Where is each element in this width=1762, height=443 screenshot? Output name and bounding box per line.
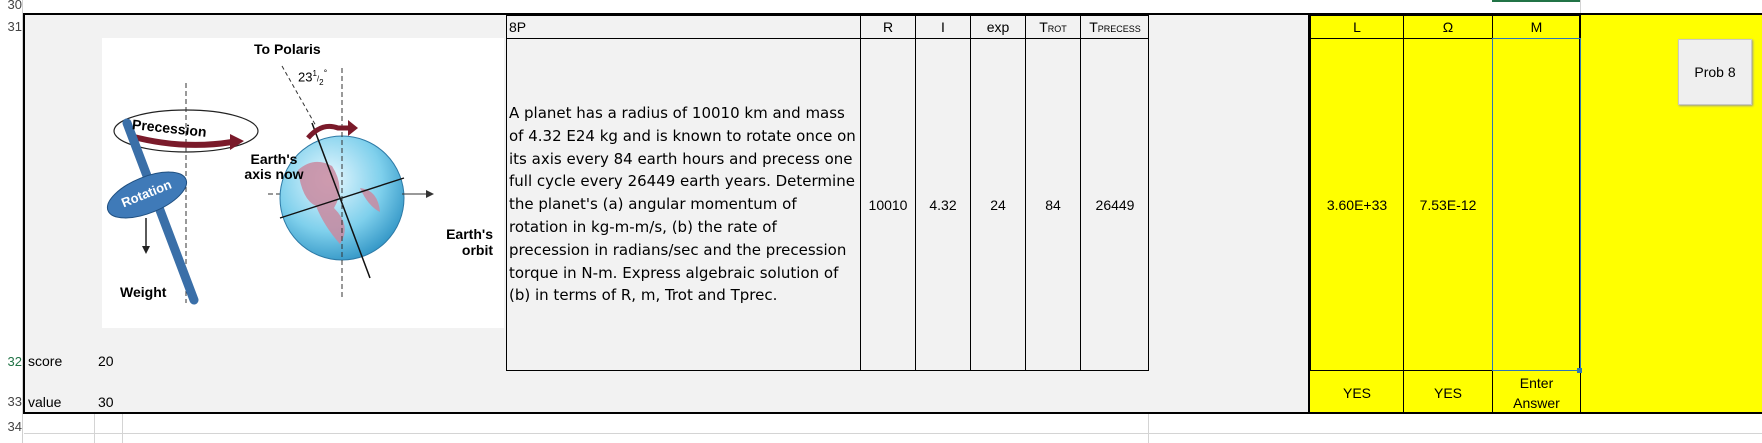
header-divider [506,38,1149,39]
gridline [94,413,95,443]
header-trot: TROT [1039,19,1067,35]
row-34-area [24,415,1762,443]
orbit-arrowhead [426,190,434,198]
col-divider [1403,15,1404,413]
precession-arrowhead [230,134,244,150]
weight-arrowhead [142,246,150,254]
prob-8-button[interactable]: Prob 8 [1678,39,1752,105]
col-divider [860,15,861,371]
header-tprecess: TPRECESS [1089,19,1141,35]
value-value[interactable]: 30 [98,394,114,410]
header-omega: Ω [1442,19,1454,35]
row-header-32[interactable]: 32 [7,354,22,369]
precession-figure [102,38,504,328]
score-value[interactable]: 20 [98,353,114,369]
check-L: YES [1342,385,1371,401]
value-label: value [28,394,62,410]
earth-rotation-arrowhead [348,120,358,136]
label-earth-orbit: Earth's orbit [446,226,493,258]
col-divider [970,15,971,371]
row-header-30[interactable]: 30 [7,0,22,12]
label-rotation: Rotation [119,176,174,211]
gridline [1580,0,1581,14]
header-M: M [1530,19,1543,35]
value-R[interactable]: 10010 [868,197,908,213]
gridline [1148,413,1149,443]
value-trot[interactable]: 84 [1045,197,1061,213]
row-header-34[interactable]: 34 [7,419,22,434]
answer-L[interactable]: 3.60E+33 [1326,197,1388,213]
score-label: score [28,353,63,369]
row-header-31[interactable]: 31 [7,19,22,34]
answer-omega[interactable]: 7.53E-12 [1419,197,1477,213]
label-earth-axis: Earth's axis now [244,151,304,182]
selected-cell-M[interactable] [1492,38,1581,371]
col-divider [1025,15,1026,371]
col-divider [1080,15,1081,371]
block-border-left [23,13,25,414]
header-exp: exp [986,19,1010,35]
gridline [122,413,123,443]
selection-marker [1492,0,1580,2]
value-tprecess[interactable]: 26449 [1095,197,1135,213]
row-header-33[interactable]: 33 [7,394,22,409]
value-exp[interactable]: 24 [990,197,1006,213]
check-omega: YES [1433,385,1462,401]
value-I[interactable]: 4.32 [929,197,957,213]
problem-text[interactable]: A planet has a radius of 10010 km and mass of 4.32 E24 kg and is known to rotate once on its axis every 84 earth hours and precess one full cycle every 26449 earth years. Determine the planet's (a) angular momentum of rotation in kg-m-m/s, (b) the rate of precession in radians/sec and the precession torque in N-m. Express algebraic solution of (b) in terms of R, m, Trot and Tprec. [509,104,856,305]
label-angle: $23^1/_2^\circ$ [298,68,328,87]
header-R: R [882,19,894,35]
row-header-strip [0,0,23,443]
problem-id: 8P [509,19,527,35]
header-L: L [1353,19,1361,35]
header-I: I [941,19,945,35]
col-divider [915,15,916,371]
label-to-polaris: To Polaris [254,41,321,57]
check-M: Enter Answer [1513,375,1560,411]
gridline [24,433,1762,434]
label-weight: Weight [120,284,167,300]
label-precession: Precession [131,116,208,140]
